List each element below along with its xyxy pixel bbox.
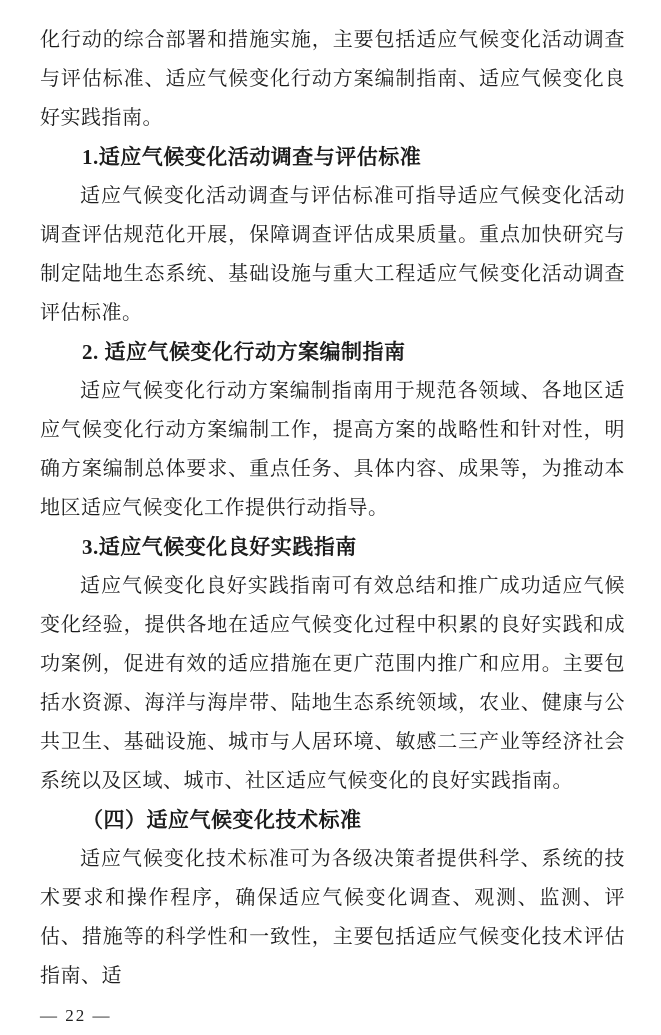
paragraph-section-4: 适应气候变化技术标准可为各级决策者提供科学、系统的技术要求和操作程序，确保适应气候变化调查、观测、监测、评估、措施等的科学性和一致性，主要包括适应气候变化技术评估指南、适 (40, 848, 625, 987)
document-body (40, 21, 625, 996)
paragraph-section-1: 适应气候变化活动调查与评估标准可指导适应气候变化活动调查评估规范化开展，保障调查评估成果质量。重点加快研究与制定陆地生态系统、基础设施与重大工程适应气候变化活动调查评估标准。 (40, 185, 625, 324)
paragraph-section-3: 适应气候变化良好实践指南可有效总结和推广成功适应气候变化经验，提供各地在适应气候变化过程中积累的良好实践和成功案例，促进有效的适应措施在更广范围内推广和应用。主要包括水资源、海洋与海岸带、陆地生态系统领域，农业、健康与公共卫生、基础设施、城市与人居环境、敏感二三产业等经济社会系统以及区域、城市、社区适应气候变化的良好实践指南。 (40, 575, 625, 792)
paragraph-section-2: 适应气候变化行动方案编制指南用于规范各领域、各地区适应气候变化行动方案编制工作，提高方案的战略性和针对性，明确方案编制总体要求、重点任务、具体内容、成果等，为推动本地区适应气候变化工作提供行动指导。 (40, 380, 625, 519)
section-heading-1: 1.适应气候变化活动调查与评估标准 (82, 145, 422, 169)
section-heading-4: （四）适应气候变化技术标准 (82, 808, 362, 832)
section-heading-2: 2. 适应气候变化行动方案编制指南 (82, 340, 406, 364)
paragraph-continuation: 化行动的综合部署和措施实施，主要包括适应气候变化活动调查与评估标准、适应气候变化行动方案编制指南、适应气候变化良好实践指南。 (40, 29, 625, 129)
page-number: — 22 — (40, 1006, 112, 1025)
section-heading-3: 3.适应气候变化良好实践指南 (82, 535, 357, 559)
